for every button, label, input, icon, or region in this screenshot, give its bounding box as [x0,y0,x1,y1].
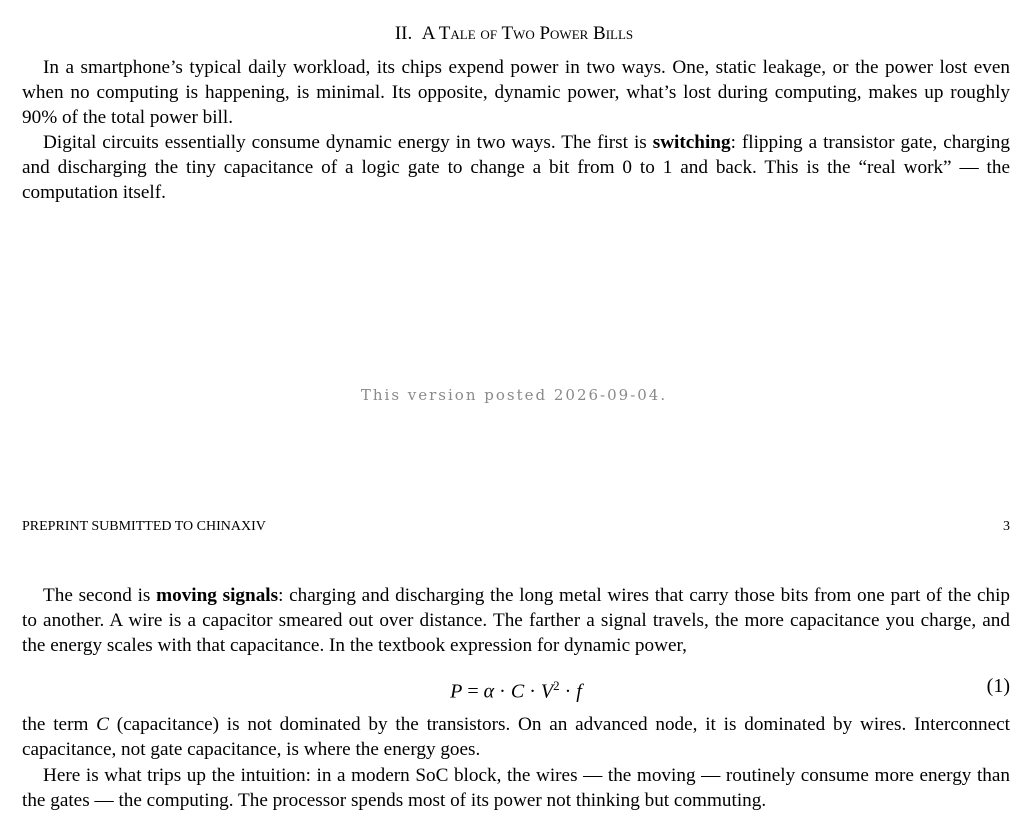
eq-dot: · [494,680,511,703]
running-header: PREPRINT SUBMITTED TO CHINAXIV [22,519,266,534]
paragraph-text: (capacitance) is not dominated by the transistors. On an advanced node, it is dominated by wires. Interconnect capacitance, not gate capacitance, is where the energy goes. [22,714,1010,760]
eq-dot: · [524,680,541,703]
term-moving-signals: moving signals [156,585,279,606]
eq-equals: = [462,680,484,703]
paragraph-text: Here is what trips up the intuition: in a modern SoC block, the wires — the moving — routinely consume more energy than the gates — the computing. The processor spends most of its power not thinking but commuting. [22,765,1010,811]
term-c-symbol: C [96,714,109,735]
eq-symbol-c: C [510,680,525,703]
section-number: II. [394,23,413,44]
section-heading [0,22,1028,46]
equation-dynamic-power [22,673,1010,703]
paragraph-text: In a smartphone’s typical daily workload, its chips expend power in two ways. One, static leakage, or the power lost even when no computing is happening, is minimal. Its opposite, dynamic power, what’s lost during computing, makes up roughly 90% of the total power bill. [22,57,1010,128]
eq-exponent: 2 [553,678,560,693]
eq-dot: · [559,680,577,703]
paragraph-static-vs-dynamic [22,55,1010,130]
equation-body [22,673,1010,705]
paragraph-text: : flipping a transistor gate, charging and discharging the tiny capacitance of a logic gate to change a bit from 0 to 1 and back. This is the “real work” — the computation itself. [22,132,1010,203]
paragraph-switching [22,130,1010,205]
paragraph-wires-vs-gates [22,763,1010,813]
eq-symbol-alpha: α [483,680,495,703]
page-number: 3 [1003,519,1010,534]
section-title: A Tale of Two Power Bills [421,23,634,44]
version-watermark: This version posted 2026-09-04. [360,386,668,404]
paragraph-text: The second is [43,585,157,606]
equation-number: (1) [986,675,1010,697]
term-switching: switching [652,132,731,153]
paragraph-capacitance-term [22,712,1010,762]
paragraph-text: the term [22,714,97,735]
eq-symbol-f: f [576,680,582,703]
paragraph-moving-signals [22,583,1010,658]
eq-symbol-p: P [450,680,463,703]
eq-symbol-v: V [540,680,554,703]
paragraph-text: : charging and discharging the long metal wires that carry those bits from one part of the chip to another. A wire is a capacitor smeared out over distance. The farther a signal travels, the more capacitance you charge, and the energy scales with that capacitance. In the textbook expression for dynamic power, [22,585,1010,656]
paragraph-text: Digital circuits essentially consume dynamic energy in two ways. The first is [43,132,653,153]
